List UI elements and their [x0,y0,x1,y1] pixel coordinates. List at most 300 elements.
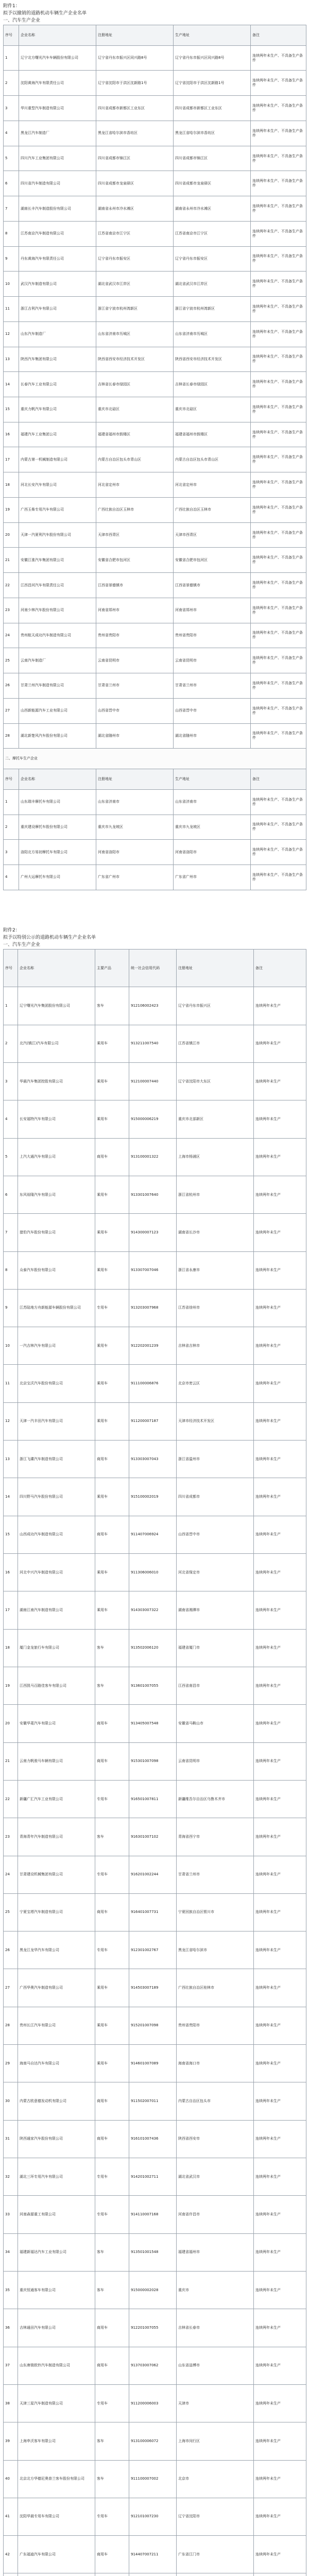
table-cell: 山东瑞丰摩托车有限公司 [19,789,96,815]
table-row [4,1516,306,1553]
table-cell: 安徽省合肥市包河区 [96,548,174,573]
table-cell: 连续两年未生产 [254,2309,306,2347]
column-header: 主要产品 [95,950,129,987]
table-cell: 连续两年未生产 [254,1516,306,1553]
table-cell: 四川省成都市龙泉驿区 [96,171,174,196]
table-cell: 连续两年未生产、不具备生产条件 [251,246,306,272]
table-row [4,648,306,673]
table-cell: 客车 [95,1818,129,1856]
table-cell: 914110007168 [129,2196,177,2233]
annex1-sub-automobile: 一、汽车生产企业 [3,18,41,23]
table-cell: 4 [4,865,19,890]
table-cell [18,2573,95,2576]
table-cell: 客车 [95,1629,129,1667]
table-row [4,522,306,548]
table-cell: 23 [4,1818,18,1856]
table-row [4,472,306,498]
table-cell: 北京市密云区 [177,1365,254,1402]
table-cell: 连续两年未生产、不具备生产条件 [251,815,306,840]
table-cell: 丹东黄海汽车有限责任公司 [19,246,96,272]
table-cell: 重庆市九龙坡区 [96,815,174,840]
table-cell: 辽宁省丹东市振兴区 [177,987,254,1025]
table-row [4,2196,306,2233]
table-cell: 4 [4,1100,18,1138]
table-row [4,1591,306,1629]
table-cell: 915301007098 [129,1742,177,1780]
table-cell: 连续两年未生产 [254,987,306,1025]
table-cell: 911502007011 [129,2082,177,2120]
table-cell: 913301007640 [129,1176,177,1213]
table-cell: 7 [4,1214,18,1251]
table-cell: 湖北省随州市 [96,723,174,749]
table-cell: 26 [4,673,19,699]
table-cell: 乘用车 [95,2007,129,2044]
table-cell: 13 [4,347,19,372]
table-cell: 华川重型汽车制造有限公司 [19,96,96,121]
table-row [4,1554,306,1591]
table-cell: 浙江飞碟汽车制造有限公司 [18,1440,95,1478]
table-cell: 连续两年未生产、不具备生产条件 [251,171,306,196]
table-cell: 40 [4,2460,18,2498]
table-cell: 连续两年未生产、不具备生产条件 [251,573,306,598]
table-row [4,1742,306,1780]
table-cell: 河北省保定市 [177,1554,254,1591]
table-cell: 东风裕隆汽车有限公司 [18,1176,95,1213]
table-cell: 17 [4,447,19,472]
table-cell: 黑龙江汽车制造厂 [19,121,96,146]
table-row [4,221,306,246]
table-cell: 12 [4,321,19,347]
table-row [4,1931,306,1969]
table-cell: 厦门金龙旅行车有限公司 [18,1629,95,1667]
table-cell: 浙江省宁波市杭州湾新区 [174,297,251,322]
table-cell: 甘肃建设机械集团有限公司 [18,1856,95,1893]
table-row [4,1705,306,1742]
table-cell: 山东省济南市历城区 [96,321,174,347]
table-cell: 甘肃省兰州市 [174,673,251,699]
table-row [4,623,306,648]
table-cell: 连续两年未生产、不具备生产条件 [251,96,306,121]
table-cell: 35 [4,2271,18,2309]
table-row [4,2309,306,2347]
table-cell: 5 [4,146,19,171]
table-cell: 一汽吉林汽车有限公司 [18,1327,95,1365]
table-cell: 重庆建设摩托车股份有限公司 [19,815,96,840]
table-row [4,272,306,297]
table-cell: 广西壮族自治区桂林市 [177,1969,254,2007]
table-row [4,1629,306,1667]
table-cell: 21 [4,548,19,573]
table-row [4,397,306,422]
table-cell: 江苏省徐州市 [177,1289,254,1327]
table-cell: 连续两年未生产、不具备生产条件 [251,723,306,749]
table-cell: 912202001239 [129,1327,177,1365]
column-header: 序号 [4,25,19,46]
table-cell: 连续两年未生产、不具备生产条件 [251,840,306,865]
table-row [4,573,306,598]
table-cell: 9 [4,246,19,272]
table-cell: 吉林通田汽车有限公司 [18,2309,95,2347]
table-cell: 乘用车 [95,1969,129,2007]
table-cell: 912101007230 [129,2498,177,2535]
table-cell: 河南省洛阳市 [96,840,174,865]
table-cell: 天津市西青区 [96,522,174,548]
column-header: 企业名称 [18,950,95,987]
table-cell: 内蒙古欧意德发动机有限公司 [18,2082,95,2120]
table-cell: 915000002028 [129,2271,177,2309]
column-header: 企业名称 [19,769,96,790]
table-cell: 商用车 [95,2536,129,2573]
table-row [4,321,306,347]
table-cell: 3 [4,96,19,121]
table-cell: 广西壮族自治区玉林市 [174,497,251,522]
table-cell: 916201002244 [129,1856,177,1893]
table-cell: 四川汽车工业集团有限公司 [19,146,96,171]
table-cell: 乘用车 [95,2045,129,2082]
column-header: 注册地址 [96,25,174,46]
table-cell: 福建省厦门市 [177,1629,254,1667]
table-cell: 连续两年未生产 [254,1893,306,1931]
table-cell: 重庆市北碚区 [174,397,251,422]
table-cell: 916401007731 [129,1893,177,1931]
table-cell: 25 [4,648,19,673]
table-cell: 沈阳华晨专用车有限公司 [18,2498,95,2535]
table-cell: 天津市 [177,2384,254,2422]
table-cell: 连续两年未生产 [254,1856,306,1893]
table-cell: 辽宁省沈阳市 [177,2498,254,2535]
table-cell: 连续两年未生产 [254,1402,306,1440]
table-cell: 黑龙江省哈尔滨市香坊区 [96,121,174,146]
table-cell: 26 [4,1931,18,1969]
table-cell: 912100007440 [129,1062,177,1100]
table-cell: 四川省汽车制造有限公司 [19,171,96,196]
table-cell: 连续两年未生产 [254,2271,306,2309]
table-cell: 乘用车 [95,1025,129,1062]
table-cell: 上海市杨浦区 [177,1138,254,1176]
table-cell: 连续两年未生产 [254,1100,306,1138]
table-header-row [4,25,306,46]
table-cell: 天津一汽夏利汽车股份有限公司 [19,522,96,548]
table-cell: 青海青年汽车制造有限公司 [18,1818,95,1856]
table-cell: 天津市西青区 [174,522,251,548]
table-cell: 5 [4,1138,18,1176]
table-cell: 北京市 [177,2460,254,2498]
table-cell: 江西省南昌市 [177,1667,254,1704]
table-row [4,698,306,723]
table-row [4,146,306,171]
table-cell: 913203007968 [129,1289,177,1327]
table-cell: 913100006072 [129,2422,177,2460]
column-header: 注册地址 [96,769,174,790]
table-cell: 6 [4,1176,18,1213]
table-cell: 内蒙古自治区包头市 [177,2082,254,2120]
table-row [4,1969,306,2007]
table-cell: 专用车 [95,2158,129,2196]
table-row [4,447,306,472]
table-cell: 14 [4,372,19,397]
table-cell: 连续两年未生产 [254,2233,306,2271]
table-cell: 连续两年未生产、不具备生产条件 [251,447,306,472]
table-cell: 辽宁省丹东市振兴区同兴路8号 [96,45,174,71]
table-cell: 客车 [95,1667,129,1704]
column-header: 序号 [4,950,18,987]
table-cell: 连续两年未生产 [254,2384,306,2422]
table-cell: 重庆力帆汽车有限公司 [19,397,96,422]
table-row [4,673,306,699]
table-cell [129,2573,177,2576]
table-cell: 916301007102 [129,1818,177,1856]
table-cell: 连续两年未生产、不具备生产条件 [251,45,306,71]
table-row [4,548,306,573]
table-cell: 13 [4,1440,18,1478]
table-cell: 913307007046 [129,1251,177,1289]
table-cell: 连续两年未生产、不具备生产条件 [251,522,306,548]
annex2-table [3,949,306,2576]
table-row [4,840,306,865]
table-cell: 商用车 [95,1705,129,1742]
table-row [4,2422,306,2460]
table-cell: 安徽华菱汽车有限公司 [18,1705,95,1742]
table-cell: 云南力帆骏马车辆有限公司 [18,1742,95,1780]
table-cell: 重庆恒通客车有限公司 [18,2271,95,2309]
table-cell: 陕西省西安市经济技术开发区 [174,347,251,372]
table-cell: 湖南省长沙市 [177,1214,254,1251]
table-cell: 山西省晋中市 [177,1516,254,1553]
table-cell: 陕西省西安市经济技术开发区 [96,347,174,372]
table-cell: 连续两年未生产、不具备生产条件 [251,321,306,347]
table-cell: 湖北省武汉市 [177,2158,254,2196]
table-cell: 连续两年未生产 [254,1025,306,1062]
table-cell: 辽宁北方曙光汽车车辆股份有限公司 [19,45,96,71]
table-cell: 连续两年未生产 [254,1629,306,1667]
table-cell: 黑龙江龙华汽车有限公司 [18,1931,95,1969]
table-cell: 11 [4,1365,18,1402]
table-cell: 四川省成都市锦江区 [96,146,174,171]
table-cell: 客车 [95,2271,129,2309]
column-header: 生产地址 [174,25,251,46]
table-row [4,2498,306,2535]
table-cell: 贵州航天成功汽车制造有限公司 [19,623,96,648]
table-cell: 912301002767 [129,1931,177,1969]
table-cell: 连续两年未生产、不具备生产条件 [251,497,306,522]
table-row [4,372,306,397]
table-cell: 山东省淄博市 [177,2347,254,2384]
table-cell: 江苏南京汽车制造有限公司 [19,221,96,246]
table-row [4,2007,306,2044]
table-cell: 贵州省贵阳市 [96,623,174,648]
table-cell: 连续两年未生产、不具备生产条件 [251,272,306,297]
annex2-label: 附件2： [3,928,20,933]
table-cell: 吉林省长春市绿园区 [174,372,251,397]
column-header: 统一社会信用代码 [129,950,177,987]
table-cell: 福建新福达汽车工业有限公司 [18,2233,95,2271]
table-cell: 915000006219 [129,1100,177,1138]
table-cell: 辽宁省沈阳市于洪区沈新路1号 [174,71,251,96]
table-cell: 38 [4,2384,18,2422]
table-cell: 连续两年未生产 [254,2498,306,2535]
table-cell: 27 [4,698,19,723]
column-header: 企业名称 [19,25,96,46]
table-cell: 乘用车 [95,1100,129,1138]
table-cell: 9 [4,1289,18,1327]
table-cell: 陕西省西安市 [177,2120,254,2158]
table-cell: 安徽省马鞍山市 [177,1705,254,1742]
annex2-title: 拟予以特别公示的道路机动车辆生产企业名单 [3,935,96,940]
table-cell: 912106002423 [129,987,177,1025]
table-cell: 连续两年未生产 [254,2045,306,2082]
table-cell: 913405007548 [129,1705,177,1742]
table-cell: 连续两年未生产 [254,1931,306,1969]
table-cell: 连续两年未生产、不具备生产条件 [251,472,306,498]
table-cell: 915201007098 [129,2007,177,2044]
table-cell: 专用车 [95,2196,129,2233]
table-cell: 14 [4,1478,18,1516]
table-row [4,1818,306,1856]
table-cell: 18 [4,1629,18,1667]
table-cell: 连续两年未生产 [254,2347,306,2384]
table-row [4,1667,306,1704]
table-cell: 21 [4,1742,18,1780]
table-cell: 913100001322 [129,1138,177,1176]
table-cell: 辽宁省丹东市振安区 [96,246,174,272]
table-cell: 专用车 [95,2384,129,2422]
table-cell: 2 [4,71,19,96]
table-cell: 乘用车 [95,1591,129,1629]
table-cell: 1 [4,789,19,815]
table-cell: 37 [4,2347,18,2384]
table-cell: 10 [4,272,19,297]
table-cell: 浙江省宁波市杭州湾新区 [96,297,174,322]
table-cell: 连续两年未生产、不具备生产条件 [251,121,306,146]
table-cell: 连续两年未生产 [254,1327,306,1365]
table-subheading-row [4,749,306,769]
table-cell: 北京宝沃汽车股份有限公司 [18,1365,95,1402]
table-cell: 重庆市北部新区 [177,1100,254,1138]
table-cell: 江西省景德镇市 [174,573,251,598]
table-cell: 专用车 [95,1931,129,1969]
table-cell: 41 [4,2498,18,2535]
table-cell: 8 [4,1251,18,1289]
table-cell: 广西华奥汽车制造有限公司 [18,1969,95,2007]
table-cell: 乘用车 [95,1365,129,1402]
table-cell: 2 [4,815,19,840]
table-row [4,815,306,840]
table-cell: 陕西汽车集团有限公司 [19,347,96,372]
table-cell: 广东省广州市 [96,865,174,890]
column-header: 备注 [254,950,306,987]
table-cell: 29 [4,2045,18,2082]
table-cell: 长春汽车工业有限公司 [19,372,96,397]
table-cell: 四川野马汽车股份有限公司 [18,1478,95,1516]
table-cell: 重庆市 [177,2271,254,2309]
table-row [4,497,306,522]
table-cell: 914303007322 [129,1591,177,1629]
table-cell: 湖北新楚风汽车股份有限公司 [19,723,96,749]
table-cell: 黑龙江省哈尔滨市香坊区 [174,121,251,146]
table-cell: 广西壮族自治区玉林市 [96,497,174,522]
table-cell: 911306006010 [129,1554,177,1591]
table-cell: 洛阳北方易初摩托车有限公司 [19,840,96,865]
table-cell: 连续两年未生产、不具备生产条件 [251,347,306,372]
table-cell: 湖南长丰汽车制造股份有限公司 [19,196,96,222]
table-cell: 青海省西宁市 [177,1818,254,1856]
table-cell: 12 [4,1402,18,1440]
table-row [4,1100,306,1138]
table-cell: 北京北方华德尼奥普兰客车股份有限公司 [18,2460,95,2498]
table-cell: 连续两年未生产 [254,1176,306,1213]
table-row [4,246,306,272]
table-cell: 专用车 [95,1780,129,1818]
table-cell: 连续两年未生产 [254,1667,306,1704]
column-header: 备注 [251,769,306,790]
annex1-table [3,25,306,890]
table-cell: 15 [4,1516,18,1553]
table-cell: 17 [4,1591,18,1629]
table-cell: 专用车 [95,1289,129,1327]
table-cell: 陕西通家汽车股份有限公司 [18,2120,95,2158]
table-row [4,2536,306,2573]
table-cell: 4 [4,121,19,146]
table-cell: 19 [4,497,19,522]
table-cell: 浙江吉利汽车有限公司 [19,297,96,322]
table-row [4,2158,306,2196]
table-row [4,1214,306,1251]
table-cell: 15 [4,397,19,422]
table-cell: 安徽省合肥市包河区 [174,548,251,573]
table-cell: 31 [4,2120,18,2158]
table-row [4,2120,306,2158]
table-cell [4,2573,18,2576]
table-cell: 内蒙古第一机械制造有限公司 [19,447,96,472]
annex1-title: 拟予以撤销的道路机动车辆生产企业名单 [3,11,87,16]
table-cell: 商用车 [95,2120,129,2158]
table-cell: 连续两年未生产 [254,2007,306,2044]
table-cell: 商用车 [95,1138,129,1176]
table-row [4,1856,306,1893]
table-cell: 海南省海口市 [177,2045,254,2082]
table-cell: 连续两年未生产 [254,2082,306,2120]
table-cell: 辽宁省沈阳市大东区 [177,1062,254,1100]
table-cell: 福建省福州市 [177,2233,254,2271]
table-cell: 山西新能源汽车工业有限公司 [19,698,96,723]
table-cell: 河南森源重工有限公司 [18,2196,95,2233]
table-cell: 山西省晋中市 [174,698,251,723]
table-cell: 湖北省随州市 [174,723,251,749]
table-cell: 众泰汽车股份有限公司 [18,1251,95,1289]
table-cell: 客车 [95,2460,129,2498]
table-row [4,171,306,196]
table-cell: 河北中兴汽车制造有限公司 [18,1554,95,1591]
table-cell: 福建省福州市鼓楼区 [174,422,251,447]
table-cell: 江苏省南京市江宁区 [174,221,251,246]
table-cell: 吉林省长春市绿园区 [96,372,174,397]
table-cell: 915100002019 [129,1478,177,1516]
table-cell: 湖北省武汉市江岸区 [174,272,251,297]
table-row [4,297,306,322]
table-cell: 连续两年未生产、不具备生产条件 [251,422,306,447]
table-row [4,1025,306,1062]
table-cell: 连续两年未生产、不具备生产条件 [251,548,306,573]
table-cell: 36 [4,2309,18,2347]
table-cell: 28 [4,2007,18,2044]
table-cell: 云南省昆明市 [96,648,174,673]
table-cell: 四川省成都市新都区工业东区 [96,96,174,121]
table-cell: 沈阳黄海汽车有限责任公司 [19,71,96,96]
table-cell: 914601007089 [129,2045,177,2082]
table-cell: 商用车 [95,1516,129,1553]
table-cell: 911100006876 [129,1365,177,1402]
table-cell: 乘用车 [95,1176,129,1213]
